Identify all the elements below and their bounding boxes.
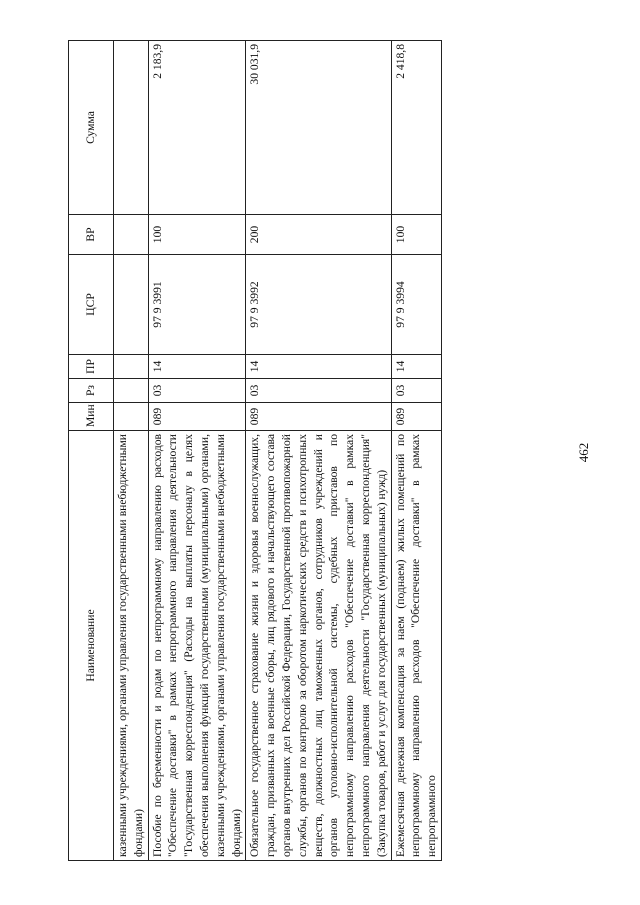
header-sum: Сумма — [69, 41, 114, 215]
row-min — [114, 403, 149, 431]
row-vr — [114, 215, 149, 255]
table-header-row — [69, 41, 114, 861]
row-name: Ежемесячная денежная компенсация за наем (поднаем) жилых помещений по непрограммному направлению расходов "Обеспечение доставки" в рамках непрограммного — [391, 431, 441, 861]
table-row — [246, 41, 391, 861]
row-rz — [114, 379, 149, 403]
header-pr: ПР — [69, 355, 114, 379]
row-vr: 100 — [148, 215, 246, 255]
row-pr: 14 — [148, 355, 246, 379]
row-vr: 100 — [391, 215, 441, 255]
header-name: Наименование — [69, 431, 114, 861]
header-rz: Рз — [69, 379, 114, 403]
budget-table — [68, 40, 442, 861]
table-row — [114, 41, 149, 861]
row-sum — [114, 41, 149, 215]
row-rz: 03 — [391, 379, 441, 403]
row-rz: 03 — [246, 379, 391, 403]
header-vr: ВР — [69, 215, 114, 255]
row-csr: 97 9 3991 — [148, 255, 246, 355]
page-number: 462 — [576, 442, 591, 463]
table-row — [391, 41, 441, 861]
row-vr: 200 — [246, 215, 391, 255]
row-name: Обязательное государственное страхование жизни и здоровья военнослужащих, граждан, призванных на военные сборы, лиц рядового и начальствующего состава органов внутренних дел Российской Федерации, Государственной противопожарной службы, органов по контролю за оборотом наркотических средств и психотропных веществ, должностных лиц таможенных органов, сотрудников учреждений и органов уголовно-исполнительной системы, судебных приставов по непрограммному направлению расходов "Обеспечение доставки" в рамках непрограммного направления деятельности "Государственная корреспонденция" (Закупка товаров, работ и услуг для государственных (муниципальных) нужд) — [246, 431, 391, 861]
row-csr: 97 9 3994 — [391, 255, 441, 355]
row-name: казенными учреждениями, органами управления государственными внебюджетными фондами) — [114, 431, 149, 861]
header-csr: ЦСР — [69, 255, 114, 355]
table-row — [148, 41, 246, 861]
row-pr: 14 — [246, 355, 391, 379]
row-min: 089 — [148, 403, 246, 431]
row-pr — [114, 355, 149, 379]
row-name: Пособие по беременности и родам по непрограммному направлению расходов "Обеспечение доставки" в рамках непрограммного направления деятельности "Государственная корреспонденция" (Расходы на выплаты персоналу в целях обеспечения выполнения функций государственными (муниципальными) органами, казенными учреждениями, органами управления государственными внебюджетными фондами) — [148, 431, 246, 861]
row-sum: 2 418,8 — [391, 41, 441, 215]
row-pr: 14 — [391, 355, 441, 379]
row-sum: 30 031,9 — [246, 41, 391, 215]
row-sum: 2 183,9 — [148, 41, 246, 215]
row-rz: 03 — [148, 379, 246, 403]
row-min: 089 — [246, 403, 391, 431]
row-csr: 97 9 3992 — [246, 255, 391, 355]
row-csr — [114, 255, 149, 355]
header-min: Мин — [69, 403, 114, 431]
row-min: 089 — [391, 403, 441, 431]
